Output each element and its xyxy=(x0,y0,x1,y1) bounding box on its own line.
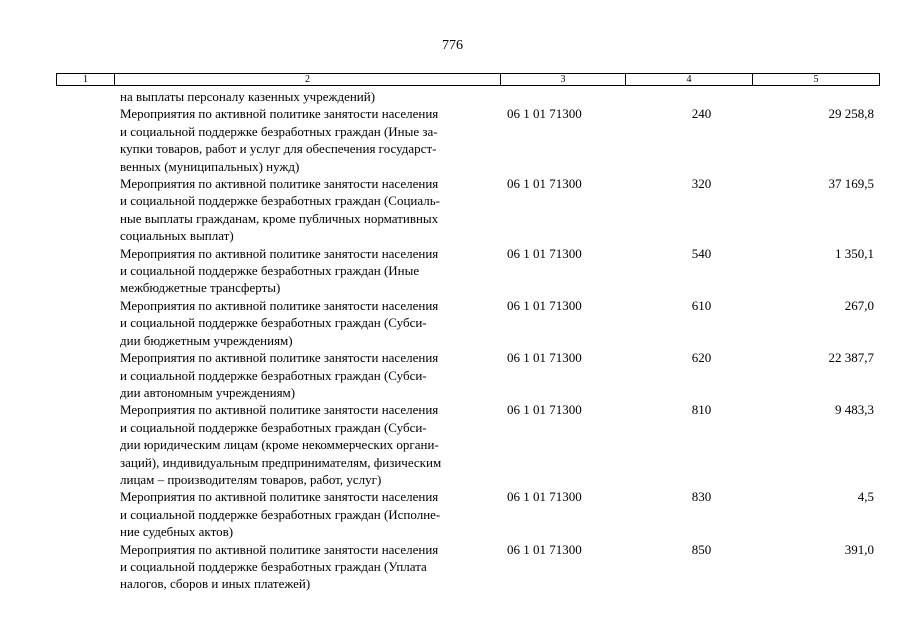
row-type: 810 xyxy=(691,402,712,418)
row-type: 610 xyxy=(691,297,712,313)
row-description xyxy=(114,245,500,297)
row-code: 06 1 01 71300 xyxy=(507,106,582,122)
row-amount xyxy=(752,88,879,105)
row-col-1 xyxy=(56,541,114,593)
row-code: 06 1 01 71300 xyxy=(507,297,582,313)
row-description xyxy=(114,297,500,349)
row-description xyxy=(114,488,500,540)
description-line: и социальной поддержке безработных граждан (Субси- xyxy=(120,367,427,383)
column-header-2: 2 xyxy=(115,74,501,86)
column-header-3: 3 xyxy=(501,74,626,86)
row-description xyxy=(114,541,500,593)
row-col-1 xyxy=(56,488,114,540)
column-header-4: 4 xyxy=(626,74,753,86)
row-amount: 29 258,8 xyxy=(828,106,874,122)
table-row xyxy=(56,245,879,297)
row-code: 06 1 01 71300 xyxy=(507,176,582,192)
description-line: Мероприятия по активной политике занятости населения xyxy=(120,106,439,122)
description-line: и социальной поддержке безработных граждан (Субси- xyxy=(120,315,427,331)
description-line: лицам – производителям товаров, работ, услуг) xyxy=(120,471,382,487)
table-row xyxy=(56,488,879,540)
description-line: ные выплаты гражданам, кроме публичных нормативных xyxy=(120,210,439,226)
description-line: Мероприятия по активной политике занятости населения xyxy=(120,489,439,505)
page-number: 776 xyxy=(442,38,463,53)
table-row xyxy=(56,349,879,401)
row-code xyxy=(500,88,625,105)
row-type: 830 xyxy=(691,489,712,505)
row-code: 06 1 01 71300 xyxy=(507,350,582,366)
table-row xyxy=(56,105,879,175)
table-row xyxy=(56,541,879,593)
description-line: Мероприятия по активной политике занятости населения xyxy=(120,245,439,261)
description-line: Мероприятия по активной политике занятости населения xyxy=(120,402,439,418)
row-amount: 4,5 xyxy=(857,489,874,505)
row-type xyxy=(625,88,752,105)
row-amount: 1 350,1 xyxy=(835,245,874,261)
row-col-1 xyxy=(56,401,114,488)
description-line: заций), индивидуальным предпринимателям, физическим xyxy=(120,454,442,470)
row-type: 850 xyxy=(691,541,712,557)
description-line: и социальной поддержке безработных граждан (Исполне- xyxy=(120,506,441,522)
description-line: и социальной поддержке безработных граждан (Иные за- xyxy=(120,123,438,139)
row-type: 540 xyxy=(691,245,712,261)
column-header-5: 5 xyxy=(753,74,880,86)
description-line: ние судебных актов) xyxy=(120,524,234,540)
row-col-1 xyxy=(56,105,114,175)
description-line: и социальной поддержке безработных граждан (Социаль- xyxy=(120,193,440,209)
description-line: на выплаты персоналу казенных учреждений) xyxy=(120,89,376,104)
description-line: дии юридическим лицам (кроме некоммерческих органи- xyxy=(120,437,439,453)
table-row xyxy=(56,401,879,488)
row-description xyxy=(114,88,500,105)
row-col-1 xyxy=(56,175,114,245)
row-code: 06 1 01 71300 xyxy=(507,402,582,418)
description-line: Мероприятия по активной политике занятости населения xyxy=(120,350,439,366)
description-line: социальных выплат) xyxy=(120,228,234,244)
description-line: Мероприятия по активной политике занятости населения xyxy=(120,541,439,557)
row-code: 06 1 01 71300 xyxy=(507,489,582,505)
row-description xyxy=(114,401,500,488)
continuation-row xyxy=(56,88,879,105)
row-description xyxy=(114,349,500,401)
description-line: налогов, сборов и иных платежей) xyxy=(120,576,311,592)
budget-rows xyxy=(56,88,879,593)
row-code: 06 1 01 71300 xyxy=(507,541,582,557)
row-col-1 xyxy=(56,349,114,401)
row-amount: 9 483,3 xyxy=(835,402,874,418)
description-line: Мероприятия по активной политике занятости населения xyxy=(120,297,439,313)
description-line: купки товаров, работ и услуг для обеспечения государст- xyxy=(120,141,437,157)
description-line: и социальной поддержке безработных граждан (Субси- xyxy=(120,419,427,435)
row-amount: 391,0 xyxy=(844,541,874,557)
description-line: дии автономным учреждениям) xyxy=(120,384,296,400)
description-line: Мероприятия по активной политике занятости населения xyxy=(120,176,439,192)
column-header-1: 1 xyxy=(57,74,115,86)
row-col-1 xyxy=(56,297,114,349)
row-col-1 xyxy=(56,245,114,297)
table-row xyxy=(56,175,879,245)
row-type: 620 xyxy=(691,350,712,366)
row-type: 240 xyxy=(691,106,712,122)
row-type: 320 xyxy=(691,176,712,192)
row-amount: 22 387,7 xyxy=(828,350,874,366)
row-amount: 37 169,5 xyxy=(828,176,874,192)
row-description xyxy=(114,105,500,175)
row-description xyxy=(114,175,500,245)
row-amount: 267,0 xyxy=(844,297,874,313)
description-line: венных (муниципальных) нужд) xyxy=(120,158,300,174)
description-line: межбюджетные трансферты) xyxy=(120,280,281,296)
description-line: и социальной поддержке безработных граждан (Уплата xyxy=(120,558,427,574)
table-row xyxy=(56,297,879,349)
row-col-1 xyxy=(56,88,114,105)
row-code: 06 1 01 71300 xyxy=(507,245,582,261)
column-header-table xyxy=(56,73,880,86)
description-line: дии бюджетным учреждениям) xyxy=(120,332,293,348)
description-line: и социальной поддержке безработных граждан (Иные xyxy=(120,263,420,279)
